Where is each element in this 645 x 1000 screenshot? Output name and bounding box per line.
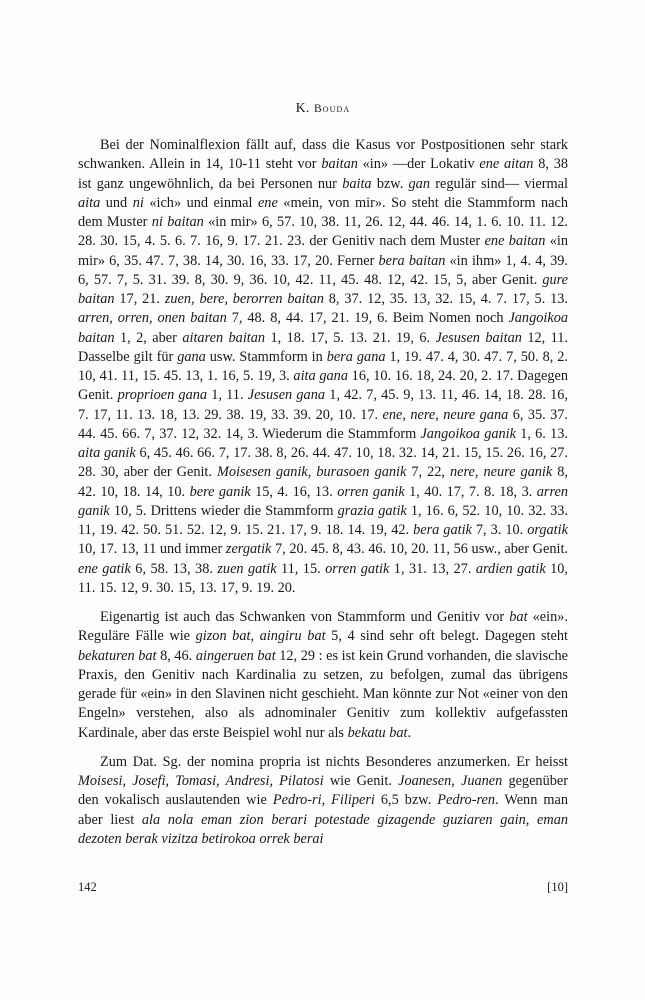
paragraph-3: Zum Dat. Sg. der nomina propria ist nichts Besonderes anzumerken. Er heisst Moisesi, Josefi, Tomasi, Andresi, Pilatosi wie Genit. Joanesen, Juanen gegenüber den vokalisch auslautenden wie Pedro-ri, Filiperi 6,5 bzw. Pedro-ren. Wenn man aber liest ala nola eman zion berari potestade gizagende guziaren gain, eman dezoten berak vizitza betirokoa orrek berai — [78, 753, 568, 847]
page-body — [78, 100, 568, 849]
sheet-signature: [10] — [547, 880, 568, 894]
running-head-initial: K. — [295, 100, 311, 115]
running-head-author: Bouda — [314, 103, 351, 115]
page-footer — [78, 880, 568, 895]
running-head — [78, 100, 568, 116]
paragraph-1: Bei der Nominalflexion fällt auf, dass die Kasus vor Postpositionen sehr stark schwanken. Allein in 14, 10-11 steht vor baitan «in» —der Lokativ ene aitan 8, 38 ist ganz ungewöhnlich, da bei Personen nur baita bzw. gan regulär sind— viermal aita und ni «ich» und einmal ene «mein, von mir». So steht die Stammform nach dem Muster ni baitan «in mir» 6, 57. 10, 38. 11, 26. 12, 44. 46. 14, 1. 6. 10. 11. 12. 28. 30. 15, 4. 5. 6. 7. 16, 9. 17. 21. 23. der Genitiv nach dem Muster ene baitan «in mir» 6, 35. 47. 7, 38. 14, 30. 16, 33. 17, 20. Ferner bera baitan «in ihm» 1, 4. 4, 39. 6, 57. 7, 5. 31. 39. 8, 30. 9, 36. 10, 42. 11, 45. 48. 12, 42. 15, 5, aber Genit. gure baitan 17, 21. zuen, bere, berorren baitan 8, 37. 12, 35. 13, 32. 15, 4. 7. 17, 5. 13. arren, orren, onen baitan 7, 48. 8, 44. 17, 21. 19, 6. Beim Nomen noch Jangoikoa baitan 1, 2, aber aitaren baitan 1, 18. 17, 5. 13. 21. 19, 6. Jesusen baitan 12, 11. Dasselbe gilt für gana usw. Stammform in bera gana 1, 19. 47. 4, 30. 47. 7, 50. 8, 2. 10, 41. 11, 15. 45. 13, 1. 16, 5. 19, 3. aita gana 16, 10. 16. 18, 24. 20, 2. 17. Dagegen Genit. proprioen gana 1, 11. Jesusen gana 1, 42. 7, 45. 9, 13. 11, 46. 14, 18. 28. 16, 7. 17, 11. 13. 18, 13. 29. 38. 19, 33. 39. 20, 10. 17. ene, nere, neure gana 6, 35. 37. 44. 45. 66. 7, 37. 12, 32. 14, 3. Wiederum die Stammform Jangoikoa ganik 1, 6. 13. aita ganik 6, 45. 46. 66. 7, 17. 38. 8, 26. 44. 47. 10, 18. 32. 14, 21. 15, 15. 26. 16, 27. 28. 30, aber der Genit. Moisesen ganik, burasoen ganik 7, 22, nere, neure ganik 8, 42. 10, 18. 14, 10. bere ganik 15, 4. 16, 13. orren ganik 1, 40. 17, 7. 8. 18, 3. arren ganik 10, 5. Drittens wieder die Stammform grazia gatik 1, 16. 6, 52. 10, 10. 32. 33. 11, 19. 42. 50. 51. 52. 12, 9. 15. 21. 17, 9. 18. 14. 19, 42. bera gatik 7, 3. 10. orgatik 10, 17. 13, 11 und immer zergatik 7, 20. 45. 8, 43. 46. 10, 20. 11, 56 usw., aber Genit. ene gatik 6, 58. 13, 38. zuen gatik 11, 15. orren gatik 1, 31. 13, 27. ardien gatik 10, 11. 15. 12, 9. 30. 15, 13. 17, 9. 19. 20. — [78, 137, 569, 596]
page-number: 142 — [78, 880, 97, 894]
paragraph-2: Eigenartig ist auch das Schwanken von Stammform und Genitiv vor bat «ein». Reguläre Fälle wie gizon bat, aingiru bat 5, 4 sind sehr oft belegt. Dagegen steht bekaturen bat 8, 46. aingeruen bat 12, 29 : es ist kein Grund vorhanden, die slavische Praxis, den Genitiv nach Kardinalia zu setzen, zu befolgen, zumal das übrigens gerade für «ein» in den Slavinen nicht geschieht. Man könnte zur Not «einer von den Engeln» verstehen, also als adnominaler Genitiv zum kollektiv aufgefassten Kardinale, aber das erste Beispiel wohl nur als bekatu bat. — [78, 609, 568, 741]
